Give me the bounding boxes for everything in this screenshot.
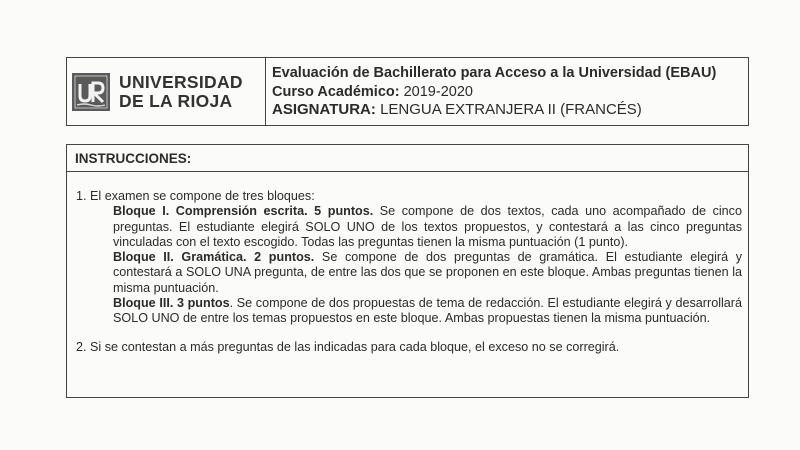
- instructions-box: [66, 144, 749, 398]
- bloque-2-label: Bloque II. Gramática. 2 puntos.: [113, 250, 315, 265]
- university-name-line1: UNIVERSIDAD: [119, 71, 243, 92]
- exam-header: [66, 57, 749, 126]
- course-line: [272, 83, 748, 102]
- university-name-line2: DE LA RIOJA: [119, 90, 233, 111]
- course-value: 2019-2020: [403, 83, 473, 100]
- subject-label: ASIGNATURA:: [272, 101, 376, 118]
- university-name: [119, 73, 243, 111]
- bloque-3: [113, 296, 742, 327]
- subject-value: LENGUA EXTRANJERA II (FRANCÉS): [380, 101, 642, 118]
- bloque-2: [113, 250, 742, 296]
- bloque-1: [113, 204, 742, 250]
- university-seal-icon: [71, 72, 111, 112]
- instructions-title: INSTRUCCIONES:: [67, 145, 748, 172]
- bloque-3-label: Bloque III. 3 puntos: [113, 296, 230, 311]
- instructions-body: [76, 189, 742, 355]
- bloque-1-text: Se compone de dos textos, cada uno acompañado de cinco preguntas. El estudiante elegirá SOLO UNO de los textos propuestos, y contestará a las cinco preguntas vinculadas con el texto escogido. Todas las preguntas tienen la misma puntuación (1 punto).: [113, 204, 742, 249]
- course-label: Curso Académico:: [272, 83, 400, 100]
- university-block: [67, 58, 266, 125]
- instruction-item-1: 1. El examen se compone de tres bloques:: [76, 189, 315, 203]
- exam-title: Evaluación de Bachillerato para Acceso a la Universidad (EBAU): [272, 65, 717, 81]
- bloque-1-label: Bloque I. Comprensión escrita. 5 puntos.: [113, 204, 374, 219]
- subject-line: [272, 101, 748, 120]
- bloque-2-text: Se compone de dos preguntas de gramática. El estudiante elegirá y contestará a SOLO UNA pregunta, de entre las dos que se proponen en este bloque. Ambas preguntas tienen la misma puntuación.: [113, 250, 743, 295]
- instruction-item-2: 2. Si se contestan a más preguntas de las indicadas para cada bloque, el exceso no se corregirá.: [76, 339, 620, 354]
- exam-info: [266, 58, 748, 125]
- bloque-3-text: . Se compone de dos propuestas de tema de redacción. El estudiante elegirá y desarrollará SOLO UNO de entre los temas propuestos en este bloque. Ambas propuestas tienen la misma puntuación.: [113, 296, 742, 326]
